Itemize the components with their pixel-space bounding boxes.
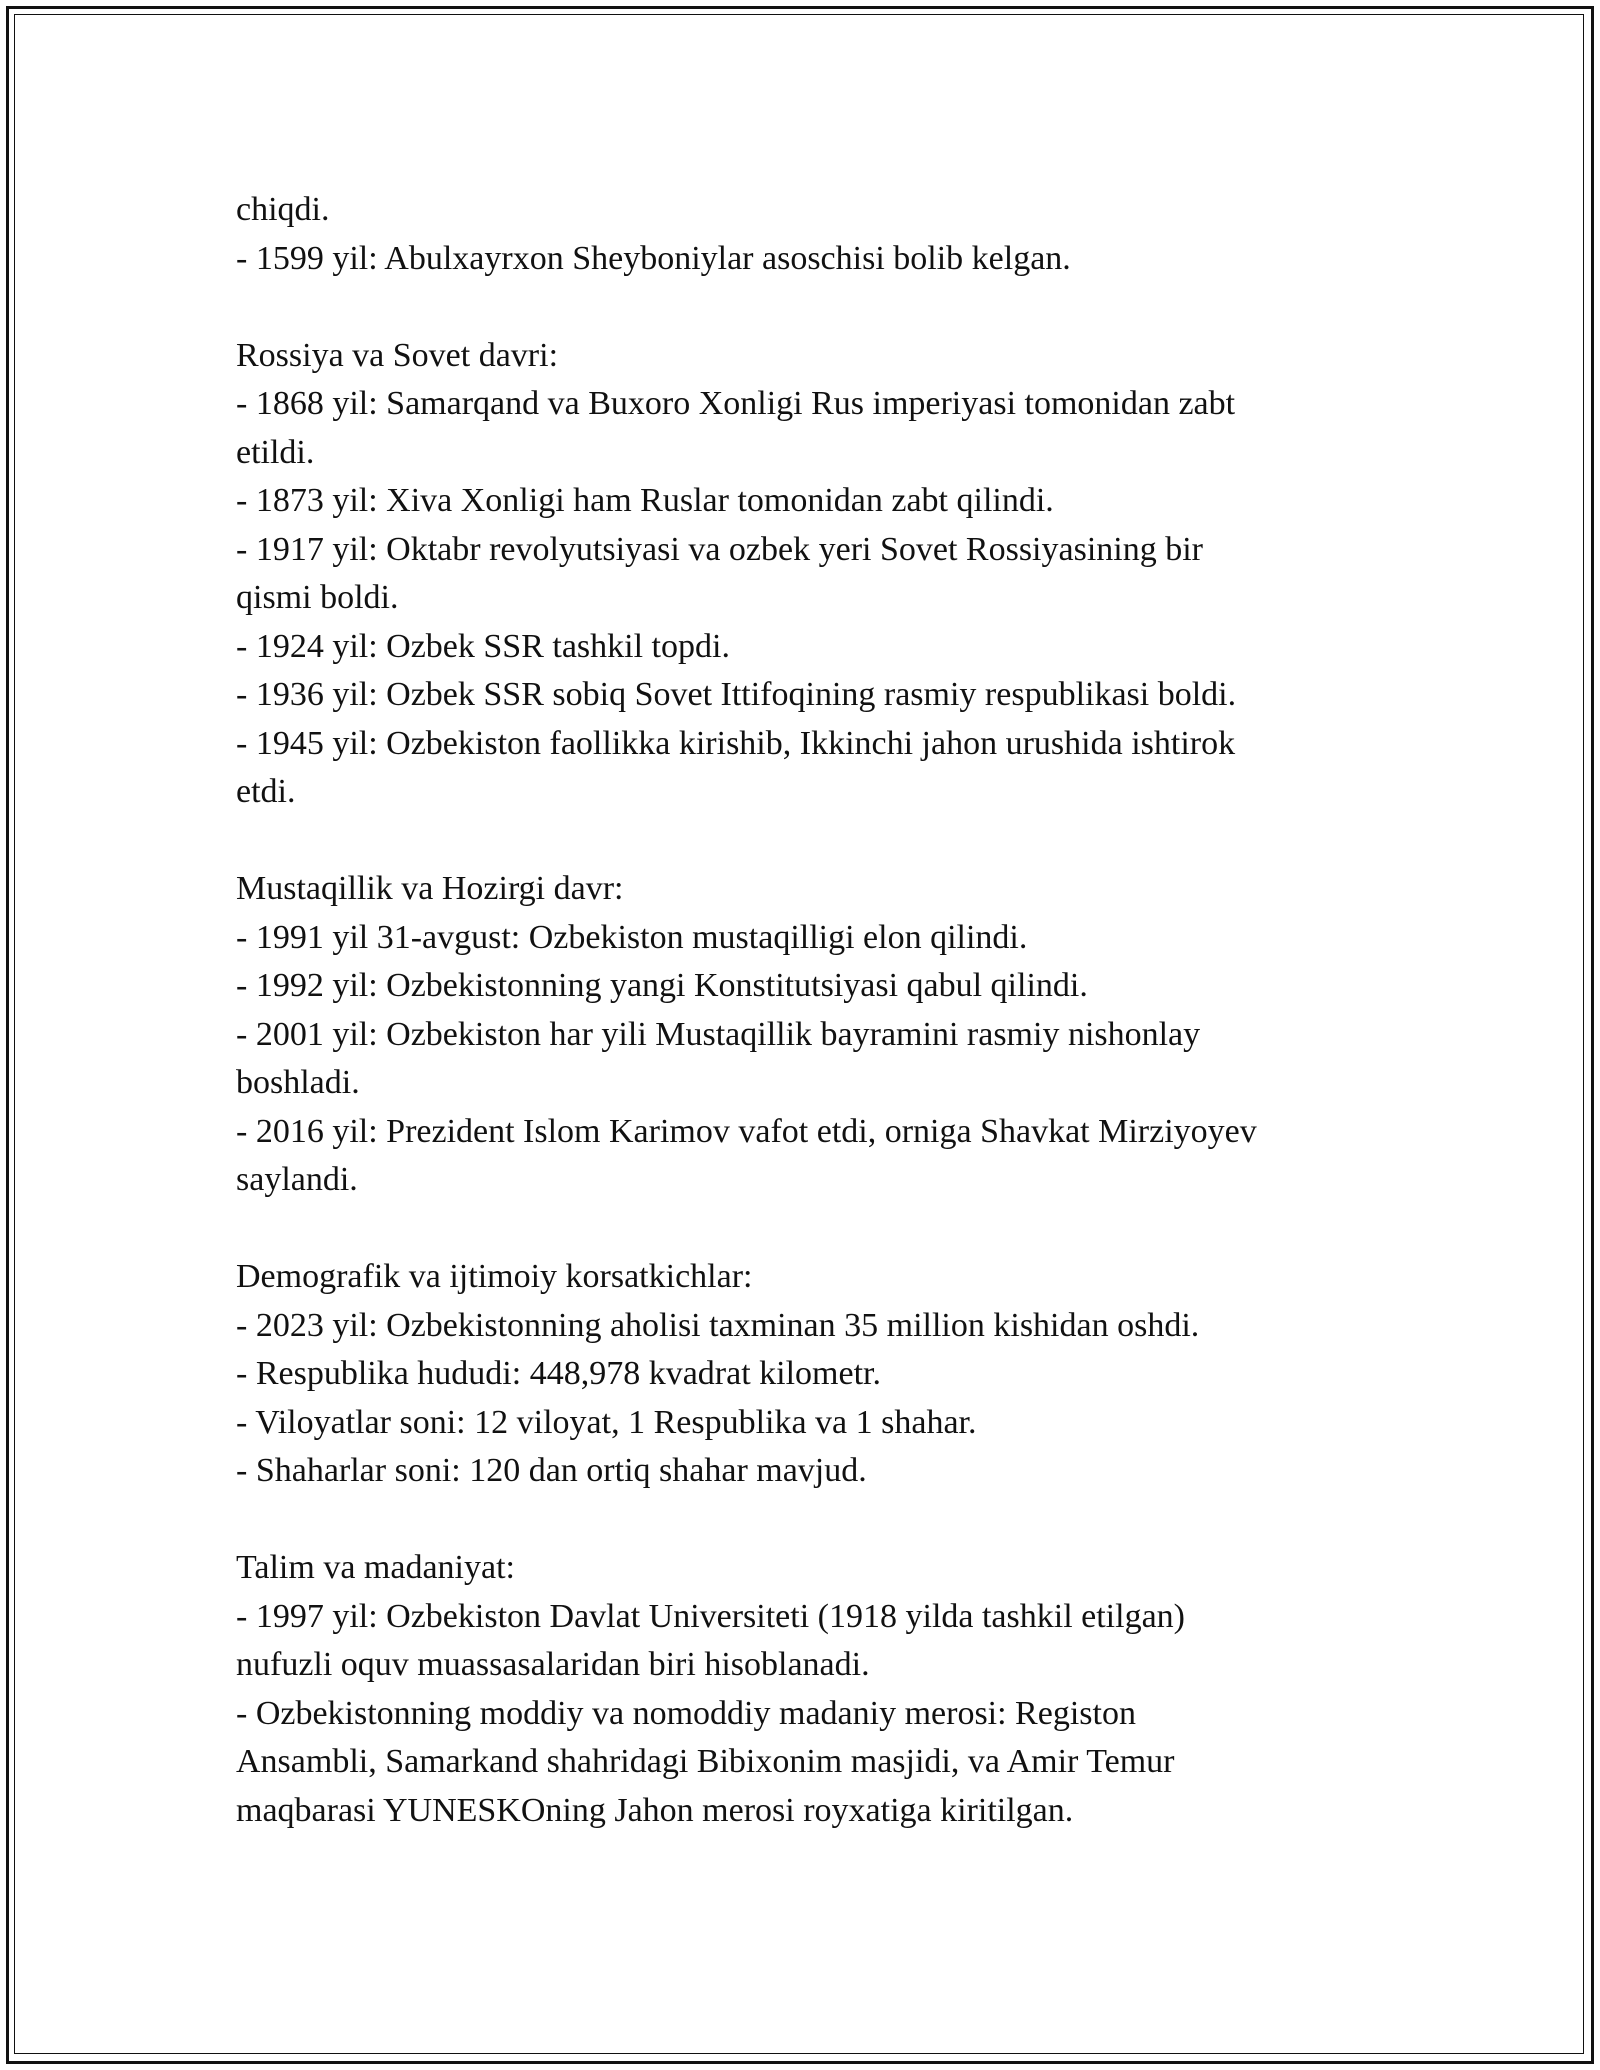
section-demographics [236,1253,1356,1496]
section-line: - 1991 yil 31-avgust: Ozbekiston mustaqilligi elon qilindi. [236,918,1028,956]
section-line: qismi boldi. [236,579,399,616]
section-line: saylandi. [236,1161,358,1198]
section-line: - 1917 yil: Oktabr revolyutsiyasi va ozbek yeri Sovet Rossiyasining bir [236,530,1203,568]
section-line: - 2001 yil: Ozbekiston har yili Mustaqillik bayramini rasmiy nishonlay [236,1015,1201,1053]
section-line: - 1868 yil: Samarqand va Buxoro Xonligi Rus imperiyasi tomonidan zabt [236,385,1236,422]
section-education-culture [236,1544,1356,1835]
section-line: - 1873 yil: Xiva Xonligi ham Ruslar tomonidan zabt qilindi. [236,482,1054,519]
section-line: - 1945 yil: Ozbekiston faollikka kirishib, Ikkinchi jahon urushida ishtirok [236,724,1236,762]
section-line: - Shaharlar soni: 120 dan ortiq shahar mavjud. [236,1452,867,1489]
section-line: Ansambli, Samarkand shahridagi Bibixonim masjidi, va Amir Temur [236,1743,1175,1780]
section-heading: Demografik va ijtimoiy korsatkichlar: [236,1258,753,1295]
section-russian-soviet [236,332,1356,817]
section-line: - 1992 yil: Ozbekistonning yangi Konstitutsiyasi qabul qilindi. [236,967,1088,1004]
section-heading: Rossiya va Sovet davri: [236,336,559,374]
document-body [236,186,1356,1835]
section-line: - Viloyatlar soni: 12 viloyat, 1 Respublika va 1 shahar. [236,1403,977,1441]
section-line: - Respublika hududi: 448,978 kvadrat kilometr. [236,1355,881,1392]
section-heading: Mustaqillik va Hozirgi davr: [236,870,624,907]
section-line: etdi. [236,773,296,810]
section-line: - Ozbekistonning moddiy va nomoddiy madaniy merosi: Registon [236,1694,1136,1732]
section-gap [236,1205,1356,1254]
section-line: maqbarasi YUNESKOning Jahon merosi royxatiga kiritilgan. [236,1791,1074,1829]
section-gap [236,1496,1356,1545]
section-independence [236,865,1356,1205]
section-line: - 1997 yil: Ozbekiston Davlat Universiteti (1918 yilda tashkil etilgan) [236,1597,1185,1635]
section-line: - 1936 yil: Ozbek SSR sobiq Sovet Ittifoqining rasmiy respublikasi boldi. [236,676,1237,713]
intro-item: - 1599 yil: Abulxayrxon Sheyboniylar asoschisi bolib kelgan. [236,239,1071,277]
section-gap [236,817,1356,866]
section-heading: Talim va madaniyat: [236,1549,515,1586]
section-line: - 2016 yil: Prezident Islom Karimov vafot etdi, orniga Shavkat Mirziyoyev [236,1112,1257,1150]
section-line: - 1924 yil: Ozbek SSR tashkil topdi. [236,627,730,665]
section-line: etildi. [236,433,315,471]
section-line: - 2023 yil: Ozbekistonning aholisi taxminan 35 million kishidan oshdi. [236,1306,1200,1344]
section-line: boshladi. [236,1064,360,1101]
section-gap [236,283,1356,332]
continuation-line: chiqdi. [236,191,330,228]
section-line: nufuzli oquv muassasalaridan biri hisoblanadi. [236,1646,870,1683]
